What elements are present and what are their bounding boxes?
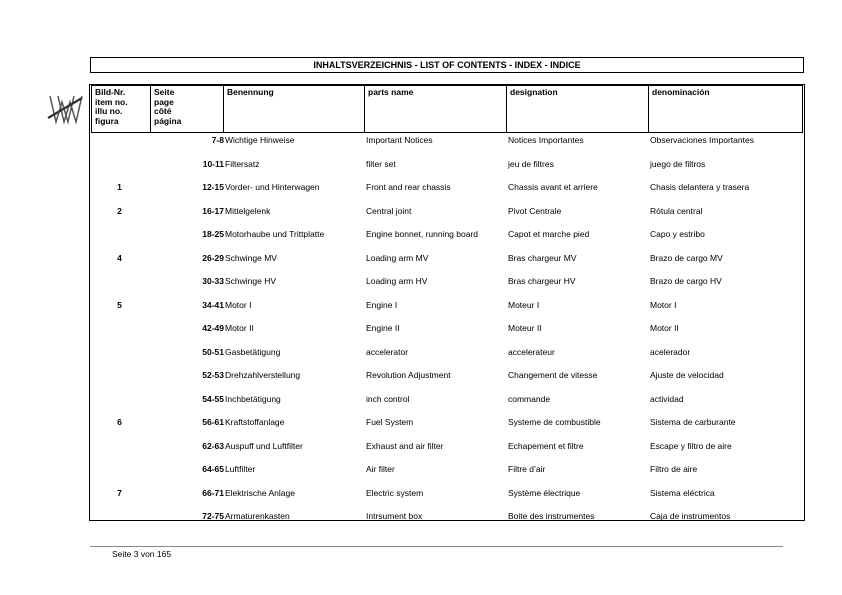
table-row [90,460,802,484]
cell-designation: Moteur I [508,299,540,310]
table-row [90,249,802,273]
cell-bild-nr: 4 [117,252,122,263]
cell-benennung: Vorder- und Hinterwagen [225,182,320,192]
header-bild-nr: Bild-Nr. item no. illu no. figura [95,87,128,126]
table-row [90,319,802,343]
cell-denominacion: acelerador [650,346,691,357]
cell-benennung: Inchbetätigung [225,393,281,404]
header-benennung: Benennung [223,86,364,132]
cell-benennung: Schwinge MV [225,252,277,263]
cell-denominacion: Sistema eléctrica [650,487,715,498]
table-row [90,272,802,296]
table-row [90,202,802,226]
cell-denominacion: Brazo de cargo MV [650,252,723,263]
cell-seite: 42-49 [202,323,224,333]
cell-seite: 18-25 [202,229,224,239]
header-seite: Seite page côté página [150,86,223,132]
table-row [90,225,802,249]
table-row [90,437,802,461]
cell-benennung: Kraftstoffanlage [225,417,285,427]
cell-parts-name: filter set [366,158,396,169]
cell-parts-name: Exhaust and air filter [366,440,444,451]
cell-seite: 62-63 [202,440,224,451]
table-row [90,296,802,320]
cell-designation: Bras chargeur HV [508,276,576,286]
cell-designation: commande [508,393,551,404]
cell-benennung: Drehzahlverstellung [225,370,301,380]
table-row [90,343,802,367]
cell-seite: 26-29 [202,252,224,263]
page-number: Seite 3 von 165 [112,549,172,559]
cell-seite: 72-75 [202,511,224,521]
cell-seite: 56-61 [202,417,224,427]
cell-benennung: Armaturenkasten [225,511,290,521]
cell-designation: Bras chargeur MV [508,252,577,263]
cell-benennung: Filtersatz [225,158,260,169]
cell-benennung: Schwinge HV [225,276,277,286]
cell-denominacion: Caja de instrumentos [650,511,731,521]
header-denominacion: denominación [648,86,802,132]
footer-divider [90,546,783,547]
table-row [90,131,802,155]
table-row [90,155,802,179]
table-row [90,484,802,508]
cell-benennung: Luftfilter [225,464,256,474]
cell-denominacion: Filtro de aire [650,464,698,474]
table-row [90,507,802,531]
cell-bild-nr: 5 [117,299,122,310]
cell-denominacion: actividad [650,393,684,404]
cell-designation: Pivot Centrale [508,205,562,216]
cell-seite: 12-15 [202,182,224,192]
cell-parts-name: Important Notices [366,135,433,145]
cell-seite: 34-41 [202,299,224,310]
cell-designation: Echapement et filtre [508,440,584,451]
cell-parts-name: Engine bonnet, running board [366,229,479,239]
cell-parts-name: Revolution Adjustment [366,370,451,380]
cell-denominacion: Observaciones Importantes [650,135,754,145]
cell-denominacion: Rótula central [650,205,703,216]
cell-parts-name: Electric system [366,487,424,498]
cell-parts-name: Loading arm MV [366,252,429,263]
cell-parts-name: Intrsument box [366,511,423,521]
header-parts-name: parts name [364,86,506,132]
cell-seite: 64-65 [202,464,224,474]
cell-parts-name: Fuel System [366,417,414,427]
cell-seite: 66-71 [202,487,224,498]
cell-parts-name: inch control [366,393,410,404]
cell-bild-nr: 2 [117,205,122,216]
table-row [90,366,802,390]
cell-benennung: Gasbetätigung [225,346,281,357]
cell-denominacion: Chasis delantera y trasera [650,182,750,192]
cell-designation: jeu de filtres [508,158,554,169]
cell-benennung: Motorhaube und Trittplatte [225,229,325,239]
cell-parts-name: Front and rear chassis [366,182,451,192]
cell-denominacion: Escape y filtro de aire [650,440,732,451]
cell-denominacion: Motor II [650,323,679,333]
cell-bild-nr: 1 [117,182,122,192]
cell-parts-name: Engine I [366,299,398,310]
cell-designation: Système électrique [508,487,581,498]
cell-benennung: Auspuff und Luftfilter [225,440,303,451]
cell-bild-nr: 6 [117,417,122,427]
cell-benennung: Elektrische Anlage [225,487,295,498]
cell-seite: 50-51 [202,346,224,357]
document-title: INHALTSVERZEICHNIS - LIST OF CONTENTS - INDEX - INDICE [90,57,804,73]
table-row [90,413,802,437]
cell-benennung: Motor I [225,299,252,310]
cell-seite: 52-53 [202,370,224,380]
cell-seite: 10-11 [202,158,224,169]
header-designation: designation [506,86,648,132]
cell-denominacion: Brazo de cargo HV [650,276,722,286]
cell-parts-name: accelerator [366,346,409,357]
cell-designation: Boite des instrumentes [508,511,595,521]
cell-benennung: Motor II [225,323,254,333]
table-row [90,390,802,414]
table-body [90,131,802,531]
cell-denominacion: Capo y estribo [650,229,705,239]
cell-designation: accelerateur [508,346,555,357]
cell-designation: Systeme de combustible [508,417,601,427]
cell-benennung: Mittelgelenk [225,205,271,216]
cell-denominacion: Motor I [650,299,677,310]
cell-bild-nr: 7 [117,487,122,498]
table-header [91,85,803,133]
brand-logo [44,88,86,130]
cell-seite: 7-8 [211,135,224,145]
cell-seite: 30-33 [202,276,224,286]
cell-designation: Capot et marche pied [508,229,590,239]
cell-parts-name: Air filter [366,464,395,474]
cell-denominacion: juego de filtros [650,158,706,169]
cell-parts-name: Engine II [366,323,400,333]
table-row [90,178,802,202]
cell-seite: 54-55 [202,393,224,404]
cell-parts-name: Loading arm HV [366,276,428,286]
cell-denominacion: Ajuste de velocidad [650,370,724,380]
cell-designation: Chassis avant et arriere [508,182,598,192]
cell-denominacion: Sistema de carburante [650,417,736,427]
cell-designation: Filtre d’air [508,464,546,474]
cell-seite: 16-17 [202,205,224,216]
cell-designation: Moteur II [508,323,542,333]
cell-designation: Changement de vitesse [508,370,598,380]
cell-benennung: Wichtige Hinweise [225,135,295,145]
cell-parts-name: Central joint [366,205,412,216]
cell-designation: Notices Importantes [508,135,584,145]
